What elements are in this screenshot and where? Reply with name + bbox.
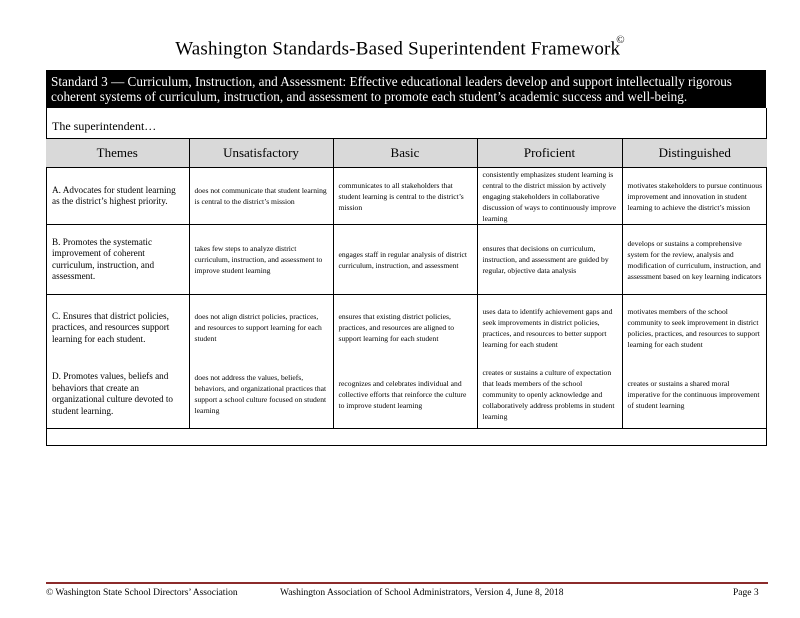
basic-cell: engages staff in regular analysis of district curriculum, instruction, and assessment xyxy=(333,225,477,295)
rubric-table xyxy=(46,138,767,429)
distinguished-cell: motivates stakeholders to pursue continuous improvement and innovation in student learning to achieve the district’s mission xyxy=(622,168,767,225)
header-row xyxy=(46,139,767,168)
col-header-proficient: Proficient xyxy=(477,139,622,168)
col-header-themes: Themes xyxy=(46,139,189,168)
footer-divider xyxy=(46,582,768,584)
basic-cell: communicates to all stakeholders that student learning is central to the district’s mission xyxy=(333,168,477,225)
theme-cell: B. Promotes the systematic improvement of coherent curriculum, instruction, and assessment. xyxy=(46,225,189,295)
table-row xyxy=(46,295,767,361)
table-row xyxy=(46,225,767,295)
col-header-basic: Basic xyxy=(333,139,477,168)
proficient-cell: uses data to identify achievement gaps and seek improvements in district policies, practices, and resources to better support learning for each student xyxy=(477,295,622,361)
distinguished-cell: creates or sustains a shared moral imperative for the continuous improvement of student learning xyxy=(622,361,767,429)
distinguished-cell: develops or sustains a comprehensive system for the review, analysis and modification of curriculum, instruction, and assessment based on key learning indicators xyxy=(622,225,767,295)
unsatisfactory-cell: does not communicate that student learning is central to the district’s mission xyxy=(189,168,333,225)
distinguished-cell: motivates members of the school community to seek improvement in district policies, practices, and resources to support learning for each student xyxy=(622,295,767,361)
page-title xyxy=(0,34,800,60)
basic-cell: ensures that existing district policies, practices, and resources are aligned to support learning for each student xyxy=(333,295,477,361)
standard-line-1: Standard 3 — Curriculum, Instruction, and Assessment: Effective educational leaders develop and support intellectually rigorous xyxy=(51,74,732,89)
standard-banner xyxy=(46,70,766,108)
table-row xyxy=(46,168,767,225)
unsatisfactory-cell: does not align district policies, practices, and resources to support learning for each student xyxy=(189,295,333,361)
footer-copyright: © Washington State School Directors’ Association xyxy=(46,588,238,598)
theme-cell: D. Promotes values, beliefs and behaviors that create an organizational culture devoted to student learning. xyxy=(46,361,189,429)
col-header-distinguished: Distinguished xyxy=(622,139,767,168)
theme-cell: C. Ensures that district policies, practices, and resources support learning for each student. xyxy=(52,310,170,344)
proficient-cell: creates or sustains a culture of expectation that leads members of the school community to openly acknowledge and collaboratively address problems in student learning xyxy=(477,361,622,429)
footer-page-number: Page 3 xyxy=(733,588,759,598)
proficient-cell: ensures that decisions on curriculum, instruction, and assessment are guided by regular, objective data analysis xyxy=(477,225,622,295)
theme-cell: A. Advocates for student learning as the district’s highest priority. xyxy=(46,168,189,225)
proficient-cell: consistently emphasizes student learning is central to the district mission by actively engaging stakeholders in collaborative discussion of ways to continuously improve learning xyxy=(477,168,622,225)
title-text: Washington Standards-Based Superintendent Framework xyxy=(175,38,621,60)
standard-line-2: coherent systems of curriculum, instruction, and assessment to promote each student’s academic success and well-being. xyxy=(51,89,688,104)
unsatisfactory-cell: takes few steps to analyze district curriculum, instruction, and assessment to improve student learning xyxy=(189,225,333,295)
footer-version: Washington Association of School Administrators, Version 4, June 8, 2018 xyxy=(280,588,564,598)
lead-text: The superintendent… xyxy=(52,119,157,133)
copyright-mark: © xyxy=(616,34,625,46)
basic-cell: recognizes and celebrates individual and collective efforts that reinforce the culture to improve student learning xyxy=(333,361,477,429)
col-header-unsatisfactory: Unsatisfactory xyxy=(189,139,333,168)
table-row xyxy=(46,361,767,429)
unsatisfactory-cell: does not address the values, beliefs, behaviors, and organizational practices that support a school culture focused on student learning xyxy=(189,361,333,429)
